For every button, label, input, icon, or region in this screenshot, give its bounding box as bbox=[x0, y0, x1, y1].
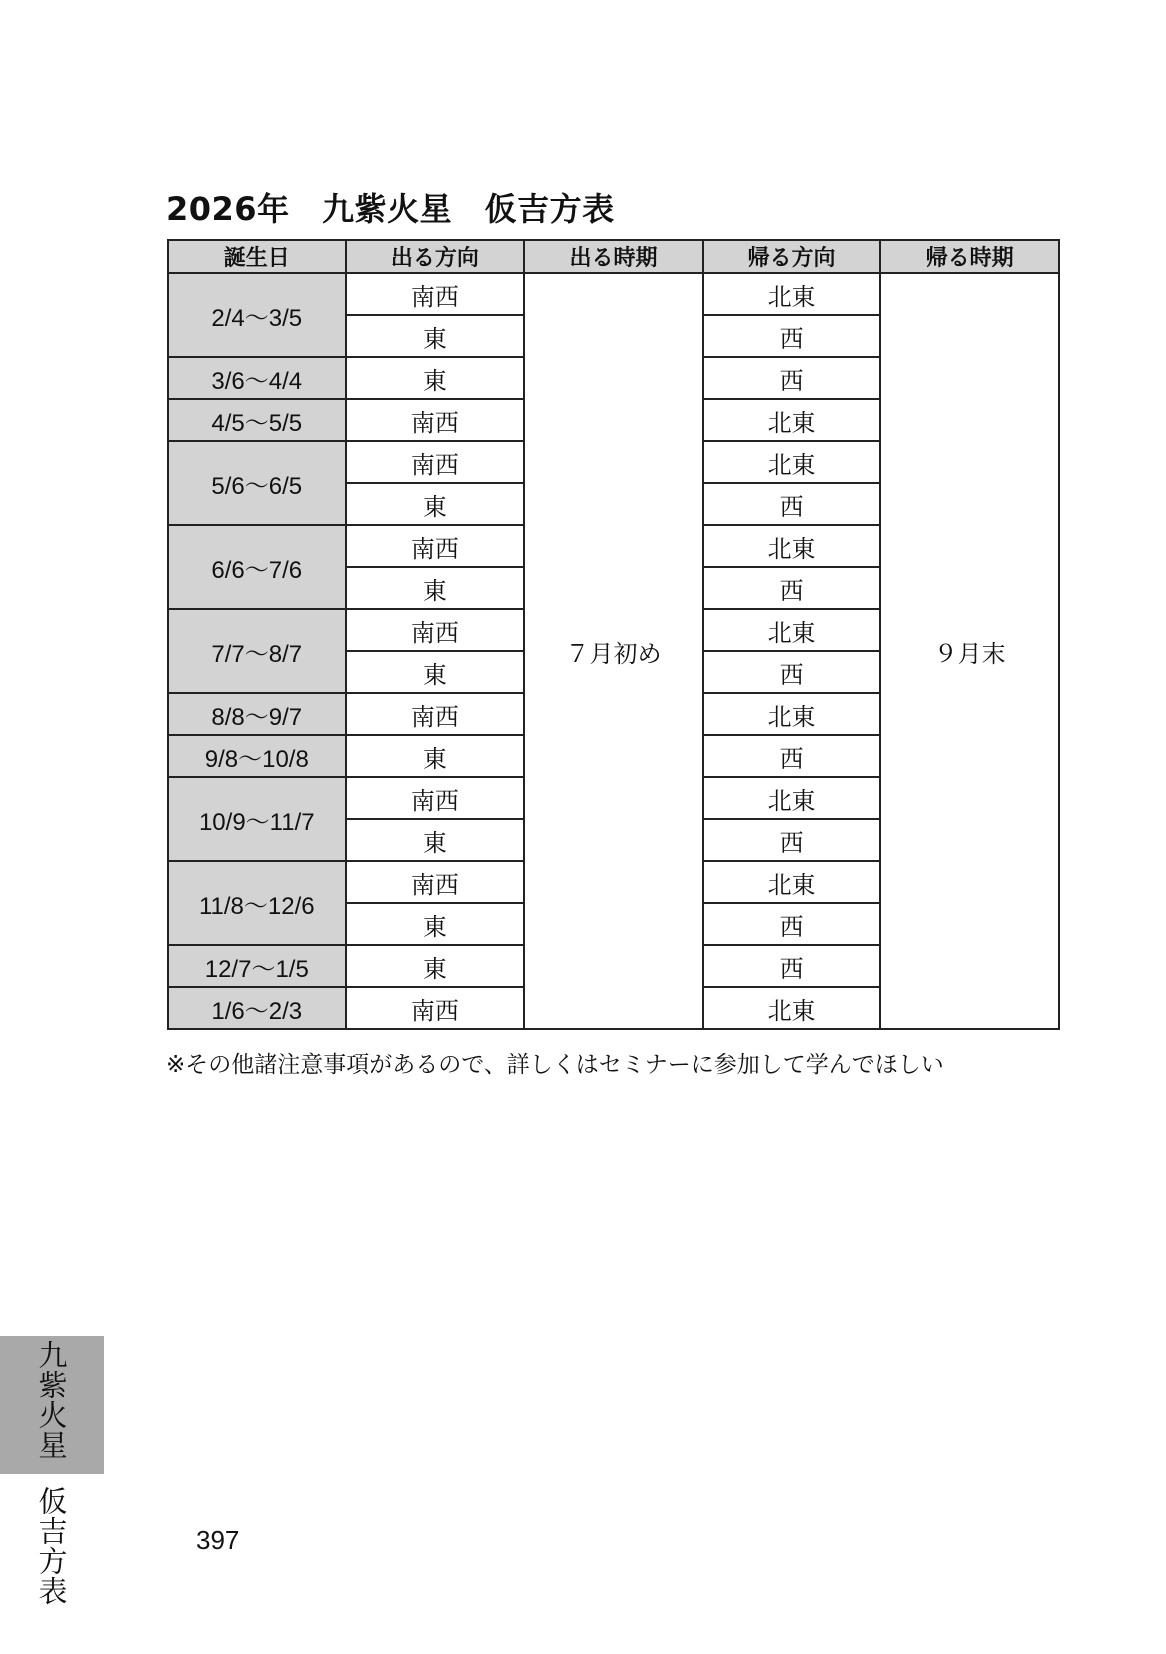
depart-direction-cell: 南西 bbox=[346, 399, 525, 441]
footnote: ※その他諸注意事項があるので、詳しくはセミナーに参加して学んでほしい bbox=[166, 1052, 944, 1078]
return-direction-cell: 西 bbox=[703, 651, 881, 693]
birthday-cell: 6/6～7/6 bbox=[168, 525, 346, 609]
depart-direction-cell: 南西 bbox=[346, 525, 525, 567]
page-number: 397 bbox=[196, 1525, 240, 1555]
depart-direction-cell: 南西 bbox=[346, 609, 525, 651]
return-direction-cell: 北東 bbox=[703, 861, 881, 903]
return-direction-cell: 北東 bbox=[703, 693, 881, 735]
side-section-label: 仮吉方表 bbox=[34, 1486, 69, 1606]
birthday-cell: 1/6～2/3 bbox=[168, 987, 346, 1029]
depart-direction-cell: 南西 bbox=[346, 441, 525, 483]
table-row bbox=[168, 273, 1059, 315]
return-period-cell: ９月末 bbox=[880, 273, 1059, 1029]
depart-direction-cell: 東 bbox=[346, 315, 525, 357]
return-direction-cell: 西 bbox=[703, 483, 881, 525]
table-body bbox=[168, 273, 1059, 1029]
return-direction-cell: 西 bbox=[703, 357, 881, 399]
header-return-period: 帰る時期 bbox=[880, 240, 1059, 273]
header-birthday: 誕生日 bbox=[168, 240, 346, 273]
page-title: 2026年 九紫火星 仮吉方表 bbox=[166, 190, 615, 228]
birthday-cell: 7/7～8/7 bbox=[168, 609, 346, 693]
depart-period-cell: ７月初め bbox=[524, 273, 703, 1029]
depart-direction-cell: 南西 bbox=[346, 987, 525, 1029]
return-direction-cell: 北東 bbox=[703, 987, 881, 1029]
birthday-cell: 9/8～10/8 bbox=[168, 735, 346, 777]
depart-direction-cell: 東 bbox=[346, 567, 525, 609]
return-direction-cell: 西 bbox=[703, 903, 881, 945]
depart-direction-cell: 東 bbox=[346, 651, 525, 693]
return-direction-cell: 北東 bbox=[703, 441, 881, 483]
table-header-row bbox=[168, 240, 1059, 273]
return-direction-cell: 北東 bbox=[703, 777, 881, 819]
return-direction-cell: 西 bbox=[703, 567, 881, 609]
depart-direction-cell: 東 bbox=[346, 819, 525, 861]
depart-direction-cell: 東 bbox=[346, 945, 525, 987]
depart-direction-cell: 南西 bbox=[346, 777, 525, 819]
birthday-cell: 11/8～12/6 bbox=[168, 861, 346, 945]
side-tab-label: 九紫火星 bbox=[34, 1340, 69, 1460]
depart-direction-cell: 東 bbox=[346, 735, 525, 777]
depart-direction-cell: 東 bbox=[346, 483, 525, 525]
header-return-direction: 帰る方向 bbox=[703, 240, 881, 273]
birthday-cell: 12/7～1/5 bbox=[168, 945, 346, 987]
header-depart-direction: 出る方向 bbox=[346, 240, 525, 273]
depart-direction-cell: 南西 bbox=[346, 693, 525, 735]
return-direction-cell: 北東 bbox=[703, 609, 881, 651]
depart-direction-cell: 南西 bbox=[346, 273, 525, 315]
return-direction-cell: 北東 bbox=[703, 273, 881, 315]
birthday-cell: 8/8～9/7 bbox=[168, 693, 346, 735]
birthday-cell: 2/4～3/5 bbox=[168, 273, 346, 357]
birthday-cell: 3/6～4/4 bbox=[168, 357, 346, 399]
birthday-cell: 5/6～6/5 bbox=[168, 441, 346, 525]
return-direction-cell: 西 bbox=[703, 315, 881, 357]
return-direction-cell: 西 bbox=[703, 735, 881, 777]
return-direction-cell: 西 bbox=[703, 819, 881, 861]
depart-direction-cell: 南西 bbox=[346, 861, 525, 903]
depart-direction-cell: 東 bbox=[346, 903, 525, 945]
return-direction-cell: 北東 bbox=[703, 525, 881, 567]
return-direction-cell: 西 bbox=[703, 945, 881, 987]
birthday-cell: 10/9～11/7 bbox=[168, 777, 346, 861]
direction-table bbox=[167, 239, 1060, 1030]
depart-direction-cell: 東 bbox=[346, 357, 525, 399]
birthday-cell: 4/5～5/5 bbox=[168, 399, 346, 441]
header-depart-period: 出る時期 bbox=[524, 240, 703, 273]
return-direction-cell: 北東 bbox=[703, 399, 881, 441]
